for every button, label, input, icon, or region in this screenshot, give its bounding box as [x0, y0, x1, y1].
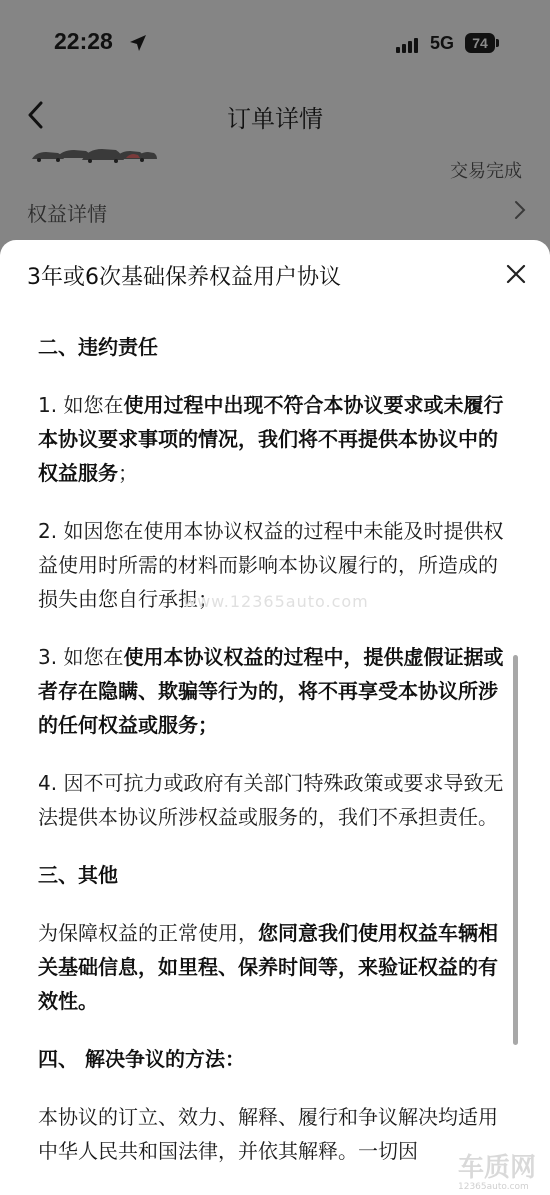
scrollbar[interactable]	[513, 655, 518, 1045]
clause-other: 为保障权益的正常使用，您同意我们使用权益车辆相关基础信息，如里程、保养时间等，来验证权益的有效性。	[38, 921, 498, 1013]
network-type: 5G	[430, 33, 455, 53]
section-heading-liability: 二、违约责任	[38, 335, 158, 359]
clause-disputes: 本协议的订立、效力、解释、履行和争议解决均适用中华人民共和国法律，并依其解释。一切因	[38, 1105, 498, 1163]
close-icon[interactable]	[504, 262, 528, 286]
signal-icon	[396, 38, 418, 53]
section-heading-other: 三、其他	[38, 863, 118, 887]
chevron-right-icon[interactable]	[514, 200, 526, 220]
clause-3: 3. 如您在使用本协议权益的过程中，提供虚假证据或者存在隐瞒、欺骗等行为的，将不再享受本协议所涉的任何权益或服务；	[38, 645, 504, 737]
status-bar	[0, 0, 550, 90]
site-logo: 车质网 12365auto.com	[458, 1153, 537, 1192]
location-arrow-icon	[128, 33, 148, 53]
sheet-title: 3年或6次基础保养权益用户协议	[27, 265, 341, 290]
car-lineup-image	[30, 143, 158, 165]
watermark-text: www.12365auto.com	[183, 592, 369, 611]
section-heading-disputes: 四、 解决争议的方法：	[38, 1047, 245, 1071]
clause-4: 4. 因不可抗力或政府有关部门特殊政策或要求导致无法提供本协议所涉权益或服务的，我们不承担责任。	[38, 771, 504, 829]
battery-nub	[496, 39, 499, 47]
agreement-content	[38, 330, 510, 1168]
clause-2: 2. 如因您在使用本协议权益的过程中未能及时提供权益使用时所需的材料而影响本协议履行的，所造成的损失由您自行承担；	[38, 519, 504, 611]
rights-detail-label[interactable]: 权益详情	[27, 202, 107, 226]
clause-1: 1. 如您在使用过程中出现不符合本协议要求或未履行本协议要求事项的情况，我们将不再提供本协议中的权益服务；	[38, 393, 504, 485]
agreement-sheet	[0, 240, 550, 1195]
battery-icon: 74	[465, 33, 495, 53]
order-status: 交易完成	[450, 161, 522, 182]
page-title: 订单详情	[227, 105, 323, 133]
status-time: 22:28	[54, 28, 113, 54]
